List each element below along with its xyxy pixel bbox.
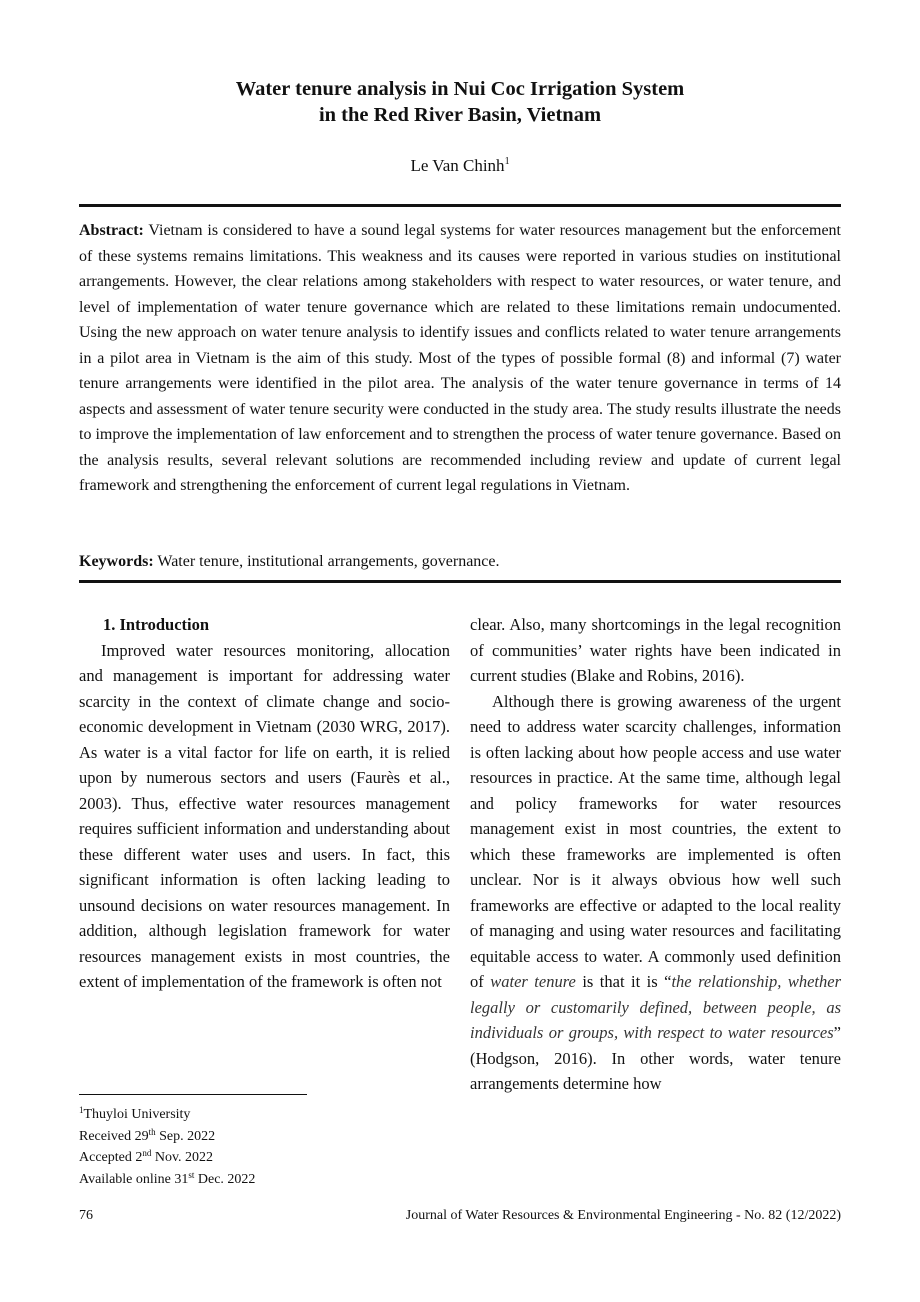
footnote-received: Received 29th Sep. 2022 <box>79 1126 216 1144</box>
left-column <box>79 612 450 995</box>
top-rule <box>79 204 841 207</box>
footnote-rule <box>79 1094 307 1095</box>
definition-quote: the relationship, whether legally or customarily defined, between people, as individuals or groups, with respect to water resources <box>470 972 842 1042</box>
title-line-1: Water tenure analysis in Nui Coc Irrigation System <box>235 78 685 100</box>
section-heading: 1. Introduction <box>103 615 210 634</box>
intro-paragraph: Improved water resources monitoring, allocation and management is important for addressing water scarcity in the context of climate change and socio-economic development in Vietnam (2030 WRG, 2017). As water is a vital factor for life on earth, it is relied upon by numerous sectors and users (Faurès et al., 2003). Thus, effective water resources management requires sufficient information and understanding about these different water uses and users. In fact, this significant information is often lacking leading to unsound decisions on water resources management. In addition, although legislation framework for water resources management exists in most countries, the extent of implementation of the framework is often not <box>79 640 450 991</box>
title-line-2: in the Red River Basin, Vietnam <box>318 104 602 126</box>
author <box>0 156 920 176</box>
right-column <box>470 612 841 1097</box>
paragraph-continued: clear. Also, many shortcomings in the legal recognition of communities’ water rights have been indicated in current studies (Blake and Robins, 2016). <box>470 615 841 685</box>
keywords <box>79 549 841 575</box>
keywords-label: Keywords: <box>79 553 154 570</box>
footnote-affiliation: $^1$Thuyloi University <box>79 1105 191 1122</box>
paragraph-water-tenure: Although there is growing awareness of the urgent need to address water scarcity challenges, information is often lacking about how people access and use water resources in practice. At the same time, although legal and policy frameworks for water resources management exist in most countries, the extent to which these frameworks are implemented is often unclear. Nor is it always obvious how well such frameworks are effective or adapted to the local reality of managing and using water resources and facilitating equitable access to water. A commonly used definition of water tenure is that it is “the relationship, whether legally or customarily defined, between people, as individuals or groups, with respect to water resources” (Hodgson, 2016). In other words, water tenure arrangements determine how <box>470 691 842 1093</box>
author-name: Le Van Chinh <box>410 156 505 175</box>
abstract-bottom-rule <box>79 580 841 583</box>
abstract-label: Abstract: <box>79 222 144 239</box>
paper-title <box>0 76 920 128</box>
keywords-text: Water tenure, institutional arrangements, governance. <box>153 553 500 570</box>
author-affiliation-mark: 1 <box>504 156 510 167</box>
term-water-tenure: water tenure <box>490 972 576 991</box>
footnote-accepted: Accepted 2nd Nov. 2022 <box>79 1148 214 1165</box>
journal-footer: Journal of Water Resources & Environmental Engineering - No. 82 (12/2022) <box>405 1208 841 1223</box>
footnotes <box>79 1102 255 1188</box>
abstract-text: Vietnam is considered to have a sound legal systems for water resources management but the enforcement of these systems remains limitations. This weakness and its causes were reported in various studies on institutional arrangements. However, the clear relations among stakeholders with respect to water resources, or water tenure, and level of implementation of water tenure governance which are related to these limitations remain undocumented. Using the new approach on water tenure analysis to identify issues and conflicts related to water tenure arrangements in a pilot area in Vietnam is the aim of this study. Most of the types of possible formal (8) and informal (7) water tenure arrangements were identified in the pilot area. The analysis of the water tenure governance in terms of 14 aspects and assessment of water tenure security were conducted in the study area. The study results illustrate the needs to improve the implementation of law enforcement and to strengthen the process of water tenure governance. Based on the analysis results, several relevant solutions are recommended including review and update of current legal framework and strengthening the enforcement of current legal regulations in Vietnam. <box>79 222 841 494</box>
abstract <box>79 218 841 499</box>
footnote-available: Available online 31st Dec. 2022 <box>79 1169 256 1187</box>
page-number: 76 <box>79 1208 93 1223</box>
